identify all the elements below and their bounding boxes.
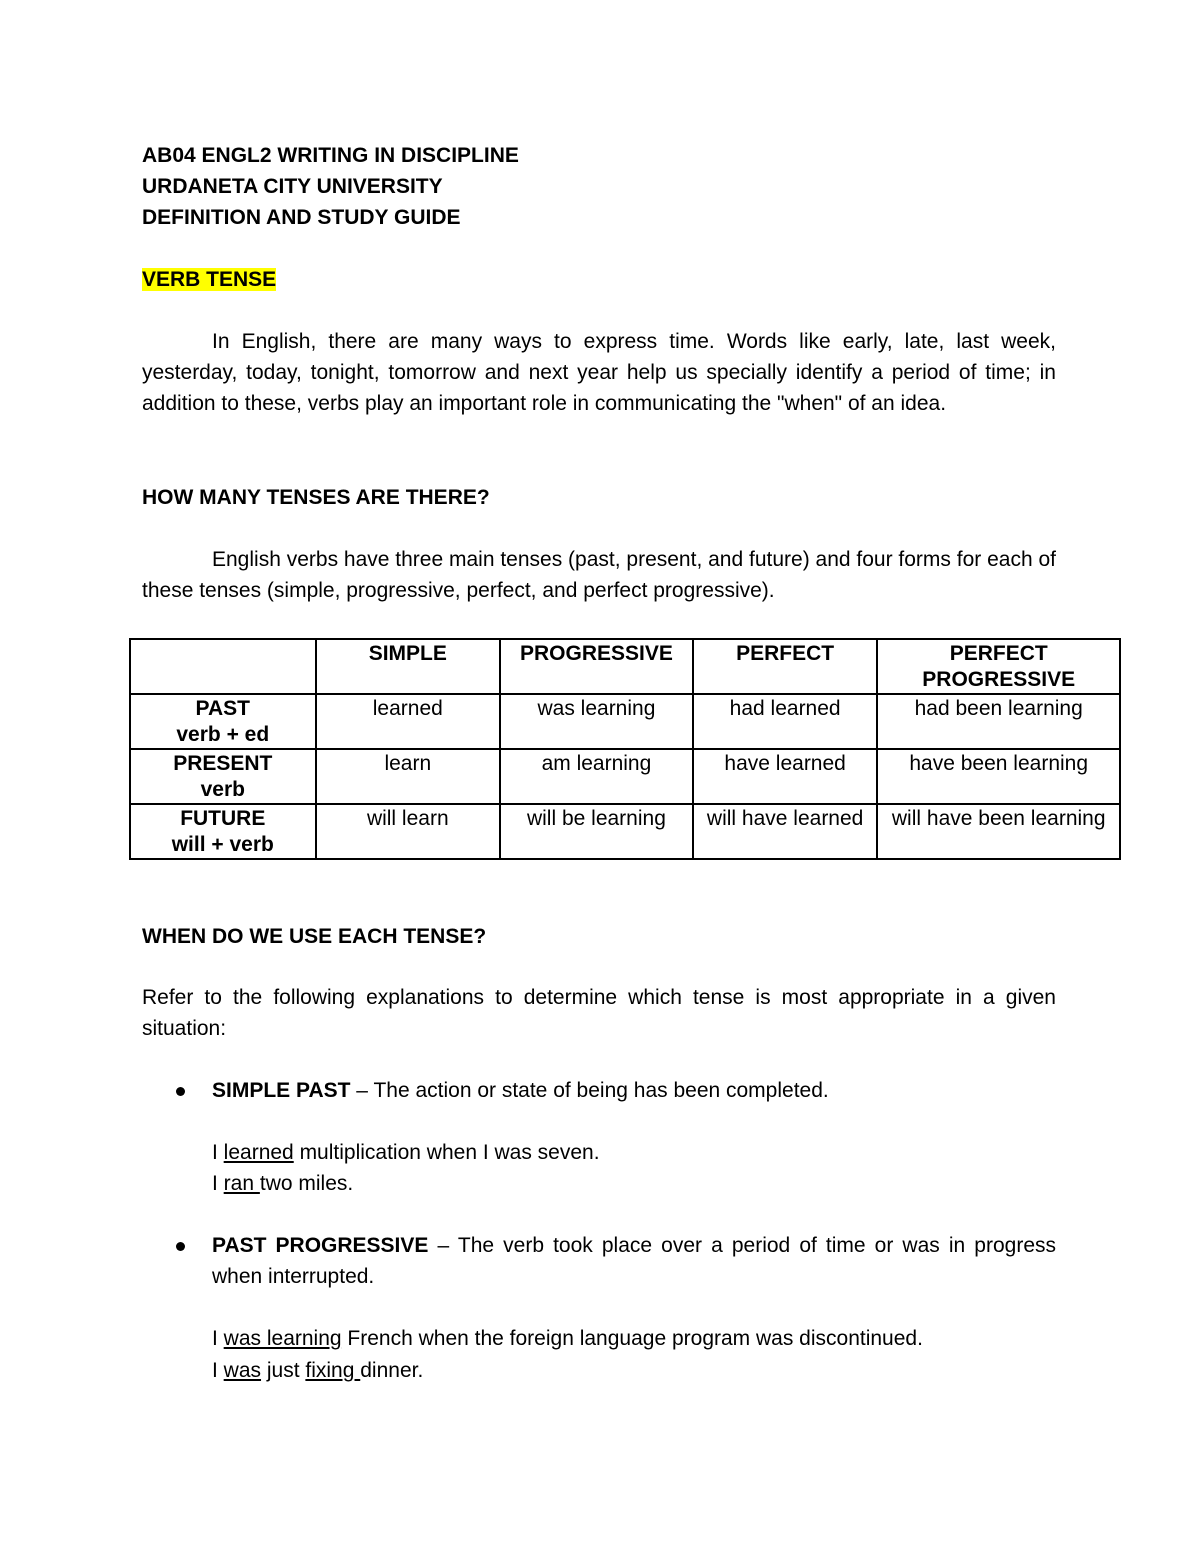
underlined-verb: ran xyxy=(223,1172,260,1195)
column-header: PROGRESSIVE xyxy=(500,639,693,694)
explanation-intro: Refer to the following explanations to determine which tense is most appropriate in a given situation: xyxy=(142,986,1056,1040)
row-header xyxy=(130,749,316,804)
bullet-definition: – The action or state of being has been completed. xyxy=(350,1079,829,1102)
row-formula: verb + ed xyxy=(176,723,270,746)
example-sentence: I was learning French when the foreign language program was discontinued. xyxy=(212,1327,923,1350)
section-heading-how-many: HOW MANY TENSES ARE THERE? xyxy=(142,486,490,509)
underlined-verb: was learning xyxy=(223,1327,342,1350)
example-sentence: I was just fixing dinner. xyxy=(212,1359,424,1382)
intro-paragraph: In English, there are many ways to express time. Words like early, late, last week, yesterday, today, tonight, tomorrow and next year help us specially identify a period of time; in addition to these, verbs play an important role in communicating the "when" of an idea. xyxy=(142,330,1056,415)
bullet-term: SIMPLE PAST xyxy=(212,1079,351,1102)
bullet-term: PAST PROGRESSIVE xyxy=(212,1234,429,1257)
table-cell: was learning xyxy=(500,694,693,749)
column-header: PERFECT xyxy=(693,639,878,694)
section-heading-verb-tense xyxy=(142,264,276,295)
underlined-verb: learned xyxy=(223,1141,294,1164)
example-sentence: I ran two miles. xyxy=(212,1172,354,1195)
list-item xyxy=(142,1075,1056,1106)
table-cell: will have been learning xyxy=(877,804,1120,859)
highlighted-heading: VERB TENSE xyxy=(142,268,277,291)
table-cell: will learn xyxy=(316,804,500,859)
table-corner-cell xyxy=(130,639,316,694)
table-cell: have been learning xyxy=(877,749,1120,804)
section-heading-when: WHEN DO WE USE EACH TENSE? xyxy=(142,925,487,948)
row-label: PAST xyxy=(195,697,250,720)
table-cell: had learned xyxy=(693,694,878,749)
row-formula: verb xyxy=(200,778,245,801)
bullet-icon xyxy=(176,1242,185,1251)
bullet-definition: – The verb took place over a period of time or was in progress when interrupted. xyxy=(212,1234,1056,1288)
bullet-icon xyxy=(176,1087,185,1096)
table-row xyxy=(130,694,1120,749)
row-label: PRESENT xyxy=(173,752,273,775)
table-cell: have learned xyxy=(693,749,878,804)
table-cell: am learning xyxy=(500,749,693,804)
row-label: FUTURE xyxy=(180,807,266,830)
table-cell: will be learning xyxy=(500,804,693,859)
table-header-row xyxy=(130,639,1120,694)
table-cell: will have learned xyxy=(693,804,878,859)
table-cell: learned xyxy=(316,694,500,749)
row-header xyxy=(130,804,316,859)
underlined-verb: was xyxy=(223,1359,262,1382)
verb-tense-table xyxy=(129,638,1121,860)
row-header xyxy=(130,694,316,749)
table-cell: had been learning xyxy=(877,694,1120,749)
table-row xyxy=(130,749,1120,804)
column-header: PERFECT PROGRESSIVE xyxy=(877,639,1120,694)
column-header: SIMPLE xyxy=(316,639,500,694)
example-sentence: I learned multiplication when I was seven. xyxy=(212,1141,600,1164)
table-cell: learn xyxy=(316,749,500,804)
tenses-paragraph: English verbs have three main tenses (past, present, and future) and four forms for each of these tenses (simple, progressive, perfect, and perfect progressive). xyxy=(142,548,1056,602)
list-item xyxy=(142,1230,1056,1292)
course-title: AB04 ENGL2 WRITING IN DISCIPLINE xyxy=(142,144,519,167)
university-name: URDANETA CITY UNIVERSITY xyxy=(142,175,443,198)
table-row xyxy=(130,804,1120,859)
row-formula: will + verb xyxy=(171,833,274,856)
document-subtitle: DEFINITION AND STUDY GUIDE xyxy=(142,206,461,229)
underlined-verb: fixing xyxy=(305,1359,361,1382)
